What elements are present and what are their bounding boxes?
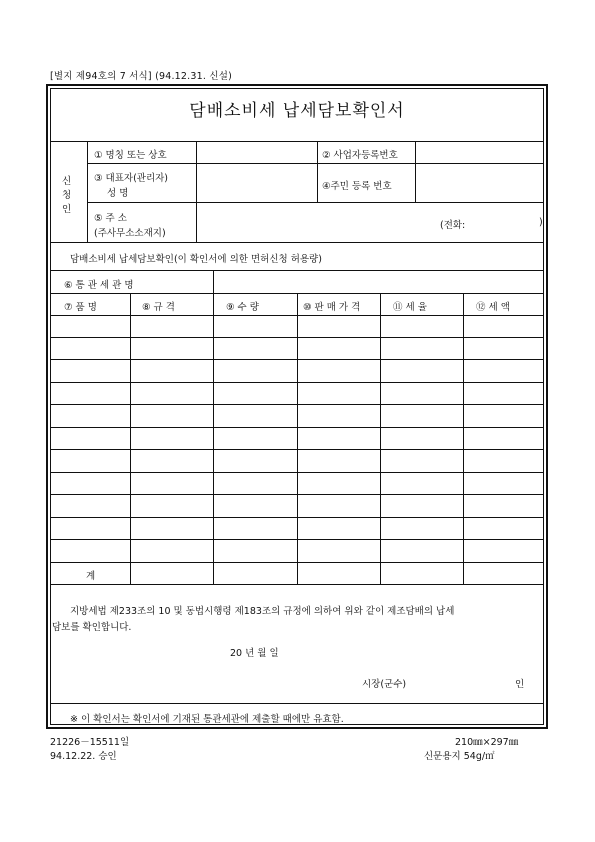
statement-line-1: 지방세법 제233조의 10 및 동법시행령 제183조의 규정에 의하여 위와 같이 제조담배의 납세 [70,606,455,617]
validity-footnote: ※ 이 확인서는 확인서에 기재된 통관세관에 제출할 때에만 유효함. [70,714,344,725]
form-code: 21226－15511일 [50,737,130,748]
seal-mark: 인 [515,679,525,690]
footnote-divider [50,703,544,704]
applicant-label2-divider [415,141,416,202]
column-header-price: ⑩ 판 매 가 격 [303,302,361,313]
column-header-item: ⑦ 품 명 [64,302,97,313]
applicant-label-divider [196,141,197,242]
signer-title: 시장(군수) [362,679,407,690]
form-reference-note: [별지 제94호의 7 서식] (94.12.31. 신설) [50,71,232,82]
phone-label: (전화: [440,220,466,231]
paper-type: 신문용지 54g/㎡ [424,751,495,762]
applicant-side-label-3: 인 [62,204,72,215]
statement-line-2: 담보를 확인합니다. [52,622,132,633]
approval-date: 94.12.22. 승인 [50,751,117,762]
column-divider [380,293,381,584]
applicant-section-bottom [50,242,544,243]
column-header-quantity: ⑨ 수 량 [226,302,259,313]
column-header-tax-amount: ⑫ 세 액 [476,302,510,313]
representative-label: ③ 대표자(관리자) [94,173,169,184]
applicant-side-divider [87,141,88,242]
paper-size: 210㎜×297㎜ [455,737,519,748]
applicant-side-label-1: 신 [62,176,72,187]
representative-name-label: 성 명 [107,188,129,199]
form-title: 담배소비세 납세담보확인서 [189,101,405,121]
guarantee-note: 담배소비세 납세담보확인(이 확인서에 의한 면허신청 허용량) [70,254,322,265]
column-header-spec: ⑧ 규 격 [142,302,175,313]
applicant-row-divider-2 [87,202,544,203]
total-label: 계 [86,571,96,582]
applicant-mid-divider [317,141,318,202]
customs-office-label: ⑥ 통 관 세 관 명 [64,280,134,291]
customs-divider [213,270,214,293]
title-divider [50,141,544,142]
column-divider [130,293,131,584]
column-header-tax-rate: ⑪ 세 율 [393,302,427,313]
table-bottom [50,584,544,585]
phone-close-paren: ) [539,217,543,228]
customs-row-top [50,270,544,271]
column-divider [213,293,214,584]
office-location-label: (주사무소소재지) [94,228,166,239]
column-divider [463,293,464,584]
business-number-label: ② 사업자등록번호 [322,150,398,161]
date-line: 20 년 월 일 [230,648,279,659]
resident-number-label: ④주민 등록 번호 [322,181,392,192]
applicant-row-divider-1 [87,163,544,164]
address-label: ⑤ 주 소 [94,213,127,224]
applicant-side-label-2: 청 [62,190,72,201]
column-divider [297,293,298,584]
name-label: ① 명칭 또는 상호 [94,150,167,161]
